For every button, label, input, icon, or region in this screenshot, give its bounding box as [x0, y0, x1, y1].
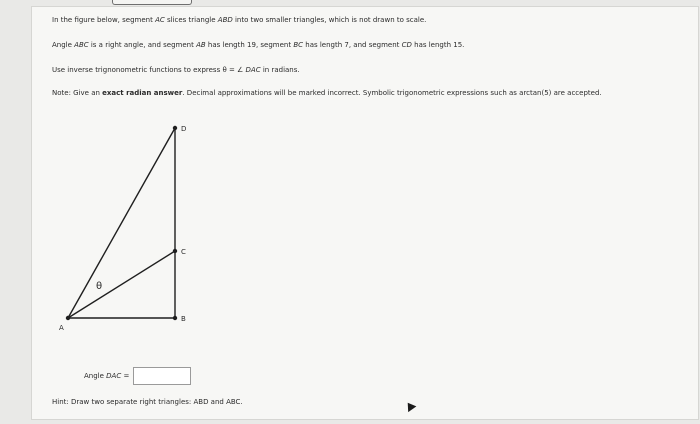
angle-abc: ABC	[74, 41, 89, 49]
problem-text: slices triangle	[164, 16, 218, 24]
top-tab-button[interactable]	[112, 0, 192, 5]
note-text: . Decimal approximations will be marked incorrect. Symbolic trigonometric expressions such as arctan(5) are accepted.	[182, 89, 602, 97]
label-theta: θ	[96, 281, 103, 292]
problem-line-2	[52, 41, 464, 50]
note-text: Note: Give an	[52, 89, 103, 97]
label-b: B	[181, 315, 186, 323]
problem-line-1	[52, 16, 426, 25]
point-b	[173, 316, 177, 320]
problem-text: Use inverse trignonometric functions to express θ = ∠	[52, 66, 246, 74]
segment-ad	[68, 128, 175, 318]
problem-text: has length 19, segment	[205, 41, 294, 49]
segment-ab: AB	[196, 41, 206, 49]
problem-text: is a right angle, and segment	[88, 41, 197, 49]
segment-ac-line	[68, 251, 175, 318]
problem-text: has length 7, and segment	[303, 41, 402, 49]
segment-bc: BC	[293, 41, 304, 49]
label-a: A	[59, 324, 64, 332]
hint-text: Hint: Draw two separate right triangles: ABD and ABC.	[52, 398, 243, 406]
point-d	[173, 126, 177, 130]
segment-ac: AC	[155, 16, 165, 24]
problem-text: in radians.	[260, 66, 300, 74]
label-d: D	[181, 125, 187, 133]
problem-text: into two smaller triangles, which is not drawn to scale.	[232, 16, 427, 24]
answer-row	[84, 367, 191, 385]
problem-text: Angle	[52, 41, 75, 49]
label-c: C	[181, 248, 186, 256]
problem-text: In the figure below, segment	[52, 16, 156, 24]
point-c	[173, 249, 177, 253]
angle-dac: DAC	[245, 66, 261, 74]
segment-cd: CD	[401, 41, 412, 49]
note-emphasis: exact radian answer	[102, 89, 183, 97]
problem-line-3	[52, 66, 300, 75]
triangle-abd: ABD	[217, 16, 233, 24]
problem-text: has length 15.	[411, 41, 465, 49]
point-a	[66, 316, 70, 320]
triangle-figure	[55, 118, 205, 343]
answer-label: Angle DAC =	[84, 372, 130, 380]
note-line	[52, 89, 602, 98]
answer-input[interactable]	[133, 367, 191, 385]
